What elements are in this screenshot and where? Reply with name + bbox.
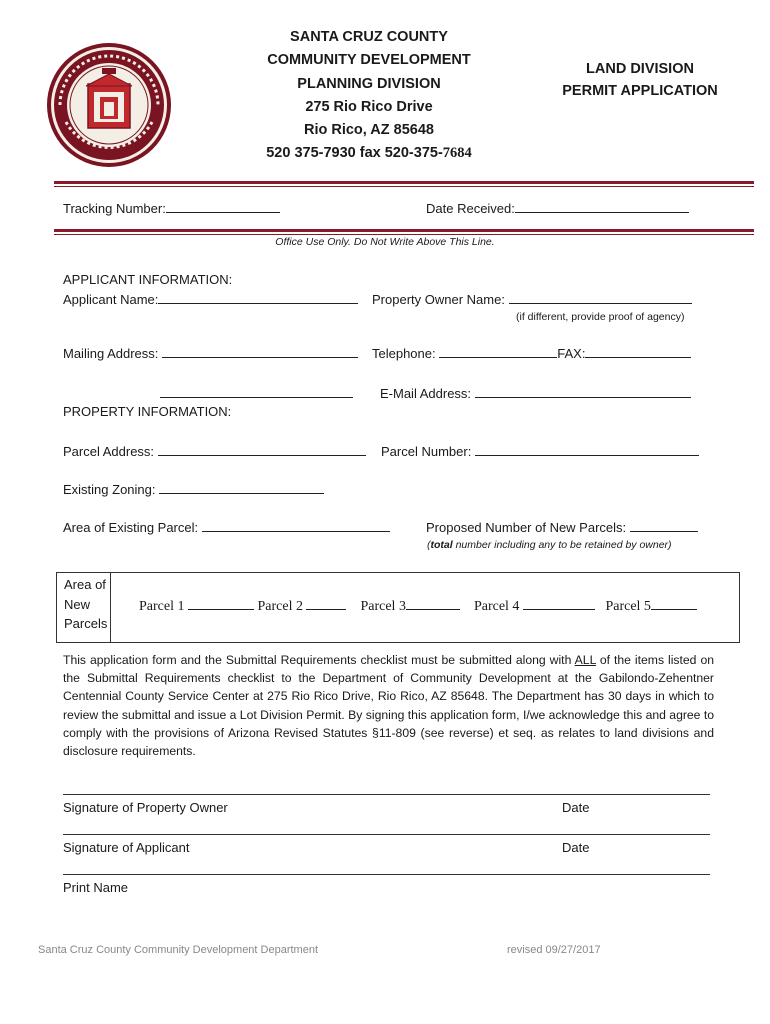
mailing-address-input[interactable] [162,345,358,358]
property-section-title: PROPERTY INFORMATION: [63,404,232,419]
footer-revised: revised 09/27/2017 [507,944,601,956]
office-use-notice: Office Use Only. Do Not Write Above This Line. [275,236,495,248]
footer-department: Santa Cruz County Community Development Department [38,944,319,956]
parcel-2-label: Parcel 2 [257,599,303,614]
proposed-parcels-note: (total number including any to be retained by owner) [427,539,672,551]
parcel-2-input[interactable] [306,597,346,610]
form-title [548,58,732,102]
parcel-5-label: Parcel 5 [605,599,651,614]
existing-area-input[interactable] [202,519,390,532]
email-label: E-Mail Address: [380,386,472,401]
applicant-signature-line[interactable] [63,834,710,835]
parcel-5-input[interactable] [651,597,697,610]
mailing-address-input-2[interactable] [160,385,353,398]
telephone-input[interactable] [439,345,557,358]
org-line: COMMUNITY DEVELOPMENT [267,52,471,69]
form-title-line: PERMIT APPLICATION [562,83,718,99]
top-divider [54,181,754,184]
owner-name-label: Property Owner Name: [372,292,505,307]
parcel-address-input[interactable] [158,443,366,456]
owner-name-input[interactable] [509,291,692,304]
existing-zoning-field [63,481,324,497]
tracking-number-label: Tracking Number: [63,201,166,216]
top-divider-thin [54,186,754,187]
parcel-address-label: Parcel Address: [63,444,155,459]
owner-signature-line[interactable] [63,794,710,795]
proposed-note-bold: total [430,539,453,551]
fax-label: FAX: [557,346,586,361]
proposed-parcels-label: Proposed Number of New Parcels: [426,520,627,535]
owner-signature-label: Signature of Property Owner [63,800,228,815]
applicant-section-title: APPLICANT INFORMATION: [63,272,233,287]
mailing-address-line2 [160,385,353,401]
parcel-3-input[interactable] [406,597,460,610]
telephone-label: Telephone: [372,346,436,361]
print-name-label: Print Name [63,880,129,895]
new-parcels-area-box [56,572,740,643]
existing-area-label: Area of Existing Parcel: [63,520,199,535]
form-title-line: LAND DIVISION [586,61,694,77]
proposed-parcels-field [426,519,698,535]
phone-line: 520 375-7930 fax 520-375-7684 [266,145,472,162]
org-line: 275 Rio Rico Drive [305,98,433,115]
date-received-input[interactable] [515,200,689,213]
submittal-statement: This application form and the Submittal Requirements checklist must be submitted along with ALL of the items listed on the Submittal Requirements checklist to the Department of Community Development at the Gabilondo-Zehentner Centennial County Service Center at 275 Rio Rico Drive, Rio Rico, AZ 85648. The Department has 30 days in which to review the submittal and issue a Lot Division Permit. By signing this application form, I/we acknowledge this and agree to comply with the provisions of Arizona Revised Statutes §11-809 (see reverse) et seq. as relates to land divisions and disclosure requirements. [63,653,715,759]
email-input[interactable] [475,385,691,398]
new-parcels-area-label: Area of New Parcels [57,573,111,642]
existing-area-field [63,519,390,535]
owner-name-field [372,291,692,307]
existing-zoning-input[interactable] [159,481,324,494]
parcel-1-label: Parcel 1 [139,599,185,614]
parcel-4-label: Parcel 4 [473,599,520,614]
tracking-number-field [63,200,280,216]
county-seal-icon [46,42,172,168]
print-name-line[interactable] [63,874,710,875]
fax-input[interactable] [585,345,691,358]
owner-date-label: Date [562,800,590,815]
office-divider [54,229,754,232]
applicant-name-label: Applicant Name: [63,292,159,307]
parcel-address-field [63,443,366,459]
new-parcels-row [139,597,697,615]
parcel-3-label: Parcel 3 [360,599,406,614]
proposed-note-rest: number including any to be retained by owner) [452,539,672,551]
owner-note: (if different, provide proof of agency) [516,311,685,323]
parcel-number-input[interactable] [475,443,699,456]
organization-header [236,26,502,166]
parcel-number-field [381,443,699,459]
existing-zoning-label: Existing Zoning: [63,482,156,497]
org-line: SANTA CRUZ COUNTY [290,29,448,45]
parcel-4-input[interactable] [523,597,595,610]
telephone-field [372,345,691,361]
applicant-date-label: Date [562,840,590,855]
email-field [380,385,691,401]
org-line: Rio Rico, AZ 85648 [303,122,434,139]
applicant-name-input[interactable] [158,291,358,304]
parcel-1-input[interactable] [188,597,254,610]
proposed-parcels-input[interactable] [630,519,698,532]
date-received-label: Date Received: [426,201,515,216]
applicant-name-field [63,291,358,307]
date-received-field [426,200,689,216]
mailing-address-label: Mailing Address: [63,346,159,361]
tracking-number-input[interactable] [166,200,280,213]
parcel-number-label: Parcel Number: [381,444,472,459]
all-emphasis: ALL [574,653,596,667]
applicant-signature-label: Signature of Applicant [63,840,190,855]
phone-tail: 7684 [442,145,472,162]
mailing-address-field [63,345,358,361]
org-line: PLANNING DIVISION [297,75,441,92]
office-divider-thin [54,234,754,235]
